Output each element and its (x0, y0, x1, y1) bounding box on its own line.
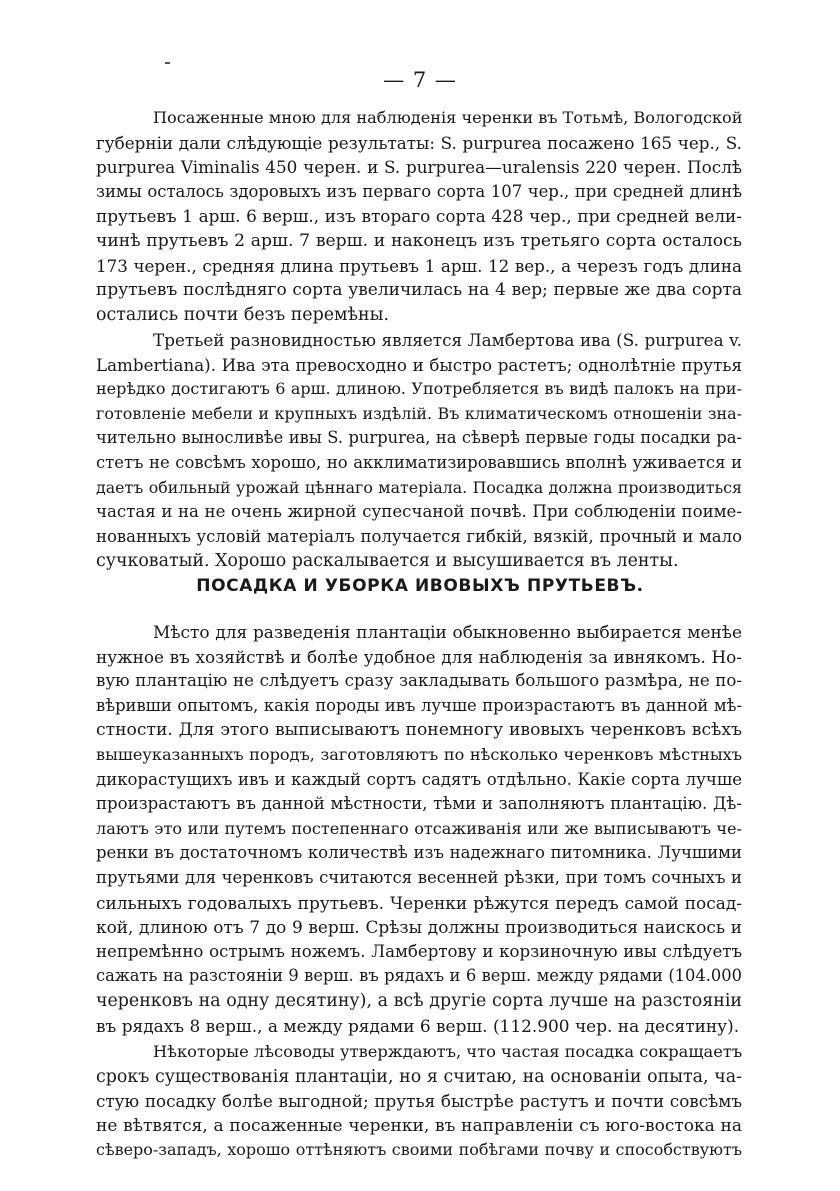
text-line: Третьей разновидностью является Ламбертова ива (S. purpurea v. (153, 330, 742, 350)
text-line: зимы осталось здоровыхъ изъ перваго сорта 107 чер., при средней длинѣ (96, 181, 742, 201)
text-line: срокъ существованія плантаціи, но я считаю, на основаніи опыта, ча- (96, 1066, 742, 1087)
text-line: прутьевъ послѣдняго сорта увеличилась на 4 вер; первые же два сорта (96, 280, 742, 301)
paragraph-lambert-willow (96, 328, 742, 574)
text-line: не вѣтвятся, а посаженные черенки, въ направленіи съ юго-востока на (96, 1115, 742, 1136)
text-line: Посаженные мною для наблюденія черенки въ Тотьмѣ, Вологодской (153, 108, 743, 127)
text-line: нованныхъ условій матеріалъ получается гибкій, вязкій, прочный и мало (96, 526, 742, 546)
text-line: чинѣ прутьевъ 2 арш. 7 верш. и наконецъ изъ третьяго сорта осталось (96, 230, 742, 251)
page-number: — 7 — (383, 68, 457, 92)
text-line: Мѣсто для разведенія плантаціи обыкновенно выбирается менѣе (153, 622, 742, 642)
text-line: сѣверо-западъ, хорошо оттѣняютъ своими побѣгами почву и способствуютъ (96, 1140, 742, 1160)
text-line: purpurea Viminalis 450 черен. и S. purpurea—uralensis 220 черен. Послѣ (96, 157, 742, 178)
text-line: стности. Для этого выписываютъ понемногу ивовыхъ черенковъ всѣхъ (96, 720, 742, 741)
text-line: ренки въ достаточномъ количествѣ изъ надежнаго питомника. Лучшими (96, 843, 742, 863)
text-line: Нѣкоторые лѣсоводы утверждаютъ, что частая посадка сокращаетъ (153, 1042, 743, 1061)
text-line: черенковъ на одну десятину), а всѣ другіе сорта лучше на разстояніи (96, 990, 742, 1011)
paragraph-dense-planting (96, 1040, 742, 1163)
text-line: 173 черен., средняя длина прутьевъ 1 арш. 12 вер., а черезъ годъ длина (96, 255, 742, 276)
text-line: частая и на не очень жирной супесчаной почвѣ. При соблюденіи поиме- (96, 502, 742, 522)
text-line: вышеуказанныхъ породъ, заготовляютъ по нѣсколько черенковъ мѣстныхъ (96, 744, 742, 764)
text-line: нерѣдко достигаютъ 6 арш. длиною. Употребляется въ видѣ палокъ на при- (96, 379, 742, 399)
section-heading: ПОСАДКА И УБОРКА ИВОВЫХЪ ПРУТЬЕВЪ. (196, 576, 644, 596)
text-line: остались почти безъ перемѣны. (96, 304, 389, 325)
text-line: сучковатый. Хорошо раскалывается и высушивается въ ленты. (96, 551, 679, 572)
text-line: непремѣнно острымъ ножемъ. Ламбертову и корзиночную ивы слѣдуетъ (96, 941, 742, 961)
text-line: кой, длиною отъ 7 до 9 верш. Срѣзы должны производиться наискось и (96, 917, 742, 938)
text-line: нужное въ хозяйствѣ и болѣе удобное для наблюденія за ивнякомъ. Но- (96, 646, 742, 667)
text-line: сильныхъ годовалыхъ прутьевъ. Черенки рѣжутся передъ самой посад- (96, 892, 742, 913)
text-line: губерніи дали слѣдующіе результаты: S. purpurea посажено 165 чер., S. (96, 132, 742, 153)
text-line: стетъ не совсѣмъ хорошо, но акклиматизировавшись вполнѣ уживается и (96, 452, 742, 472)
text-line: дикорастущихъ ивъ и каждый сортъ садятъ отдѣльно. Какіе сорта лучше (96, 769, 742, 789)
text-line: даетъ обильный урожай цѣннаго матеріала. Посадка должна производиться (96, 477, 742, 497)
text-line: стую посадку болѣе выгодной; прутья быстрѣе растутъ и почти совсѣмъ (96, 1091, 742, 1112)
text-line: прутьевъ 1 арш. 6 верш., изъ втораго сорта 428 чер., при средней вели- (96, 206, 742, 227)
text-line: прутьями для черенковъ считаются весенней рѣзки, при томъ сочныхъ и (96, 867, 742, 887)
text-line: произрастаютъ въ данной мѣстности, тѣми и заполняютъ плантацію. Дѣ- (96, 794, 742, 814)
print-speck (165, 62, 170, 64)
text-line: вѣривши опытомъ, какія породы ивъ лучше произрастаютъ въ данной мѣ- (96, 695, 742, 715)
text-line: Lambertiana). Ива эта превосходно и быстро растетъ; однолѣтніе прутья (96, 354, 742, 375)
text-line: сажать на разстояніи 9 верш. въ рядахъ и 6 верш. между рядами (104.000 (96, 966, 742, 986)
text-line: лаютъ это или путемъ постепеннаго отсаживанія или же выписываютъ че- (96, 818, 742, 838)
text-line: чительно выносливѣе ивы S. purpurea, на сѣверѣ первые годы посадки ра- (96, 428, 742, 448)
text-line: вую плантацію не слѣдуетъ сразу закладывать большого размѣра, не по- (96, 671, 742, 691)
text-line: готовленіе мебели и крупныхъ издѣлій. Въ климатическомъ отношеніи зна- (96, 403, 742, 423)
text-line: въ рядахъ 8 верш., а между рядами 6 верш. (112.900 чер. на десятину). (96, 1015, 740, 1036)
paragraph-cuttings-results (96, 106, 742, 327)
paragraph-planting (96, 620, 742, 1038)
